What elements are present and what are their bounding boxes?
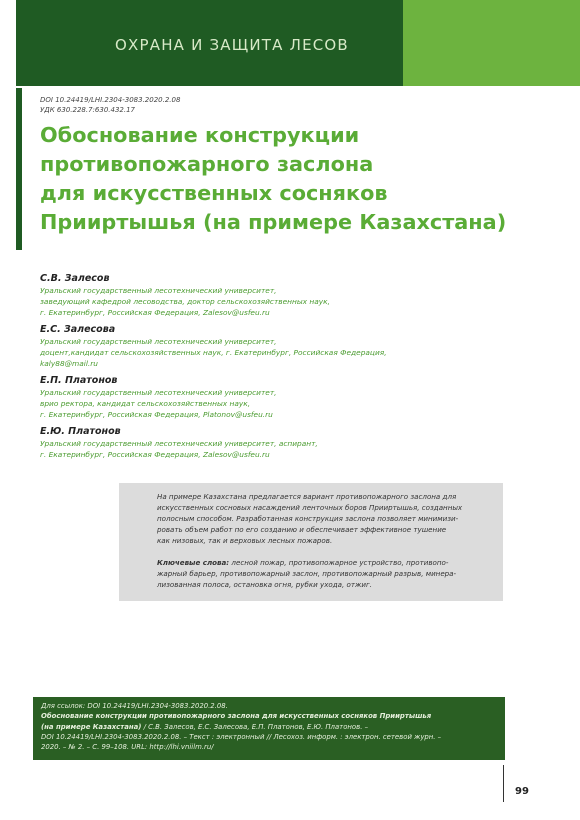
citation-line: 2020. – № 2. – С. 99–108. URL: http://lhi.vniilm.ru/ xyxy=(41,743,214,752)
author-list xyxy=(40,272,560,465)
title-line: Обоснование конструкции xyxy=(40,123,360,147)
author-name: Е.П. Платонов xyxy=(40,375,118,386)
author-affiliation: kaly88@mail.ru xyxy=(40,359,98,368)
author-name: Е.Ю. Платонов xyxy=(40,426,121,437)
keywords xyxy=(157,557,497,590)
page-number: 99 xyxy=(515,786,529,797)
udk-text: УДК 630.228.7:630.432.17 xyxy=(40,106,135,114)
abstract-line: На примере Казахстана предлагается вариант противопожарного заслона для xyxy=(157,492,457,501)
author-affiliation: г. Екатеринбург, Российская Федерация, Zalesov@usfeu.ru xyxy=(40,308,270,317)
header-accent-block xyxy=(403,0,580,86)
title-line: противопожарного заслона xyxy=(40,152,374,176)
abstract-line: ровать объем работ по его созданию и обеспечивает эффективное тушение xyxy=(157,525,447,534)
page-number-divider xyxy=(503,765,504,802)
author-affiliation: Уральский государственный лесотехнический университет, xyxy=(40,337,277,346)
citation-box xyxy=(33,697,505,760)
header-divider xyxy=(0,86,580,89)
journal-section-title: ОХРАНА И ЗАЩИТА ЛЕСОВ xyxy=(115,36,349,54)
keywords-line: лизованная полоса, остановка огня, рубки ухода, отжиг. xyxy=(157,580,372,589)
author-name: Е.С. Залесова xyxy=(40,324,116,335)
keywords-label: Ключевые слова: xyxy=(157,558,230,567)
author-name: С.В. Залесов xyxy=(40,273,110,284)
author-entry xyxy=(40,323,560,369)
citation-line: / С.В. Залесов, Е.С. Залесова, Е.П. Платонов, Е.Ю. Платонов. – xyxy=(141,722,369,731)
author-affiliation: г. Екатеринбург, Российская Федерация, Platonov@usfeu.ru xyxy=(40,410,273,419)
abstract-text xyxy=(157,491,497,546)
author-affiliation: Уральский государственный лесотехнический университет, xyxy=(40,286,277,295)
doi-text: DOI 10.24419/LHI.2304-3083.2020.2.08 xyxy=(40,96,181,104)
keywords-line: лесной пожар, противопожарное устройство, противопо- xyxy=(231,558,449,567)
author-affiliation: г. Екатеринбург, Российская Федерация, Zalesov@usfeu.ru xyxy=(40,450,270,459)
abstract-line: как низовых, так и верховых лесных пожаров. xyxy=(157,536,333,545)
author-affiliation: заведующий кафедрой лесоводства, доктор сельскохозяйственных наук, xyxy=(40,297,330,306)
abstract-line: полосным способом. Разработанная конструкция заслона позволяет минимизи- xyxy=(157,514,459,523)
article-title xyxy=(40,121,560,237)
author-affiliation: Уральский государственный лесотехнический университет, аспирант, xyxy=(40,439,318,448)
title-side-bar xyxy=(16,88,22,250)
author-affiliation: врио ректора, кандидат сельскохозяйственных наук, xyxy=(40,399,251,408)
citation-title-line: (на примере Казахстана) xyxy=(41,722,142,731)
title-line: Прииртышья (на примере Казахстана) xyxy=(40,210,507,234)
article-identifiers xyxy=(40,95,180,115)
author-affiliation: Уральский государственный лесотехнический университет, xyxy=(40,388,277,397)
author-affiliation: доцент,кандидат сельскохозяйственных наук, г. Екатеринбург, Российская Федерация, xyxy=(40,348,387,357)
citation-title-line: Обоснование конструкции противопожарного заслона для искусственных сосняков Прииртышья xyxy=(41,712,432,721)
abstract-line: искусственных сосновых насаждений ленточных боров Прииртышья, созданных xyxy=(157,503,463,512)
citation-text xyxy=(41,701,441,752)
keywords-line: жарный барьер, противопожарный заслон, противопожарный разрыв, минера- xyxy=(157,569,457,578)
abstract-box xyxy=(119,483,503,601)
author-entry xyxy=(40,425,560,460)
title-line: для искусственных сосняков xyxy=(40,181,388,205)
citation-line: Для ссылок: DOI 10.24419/LHI.2304-3083.2020.2.08. xyxy=(41,702,228,710)
citation-line: DOI 10.24419/LHI.2304-3083.2020.2.08. – Текст : электронный // Лесохоз. информ. : электрон. сетевой журн. – xyxy=(41,732,442,741)
author-entry xyxy=(40,374,560,420)
author-entry xyxy=(40,272,560,318)
